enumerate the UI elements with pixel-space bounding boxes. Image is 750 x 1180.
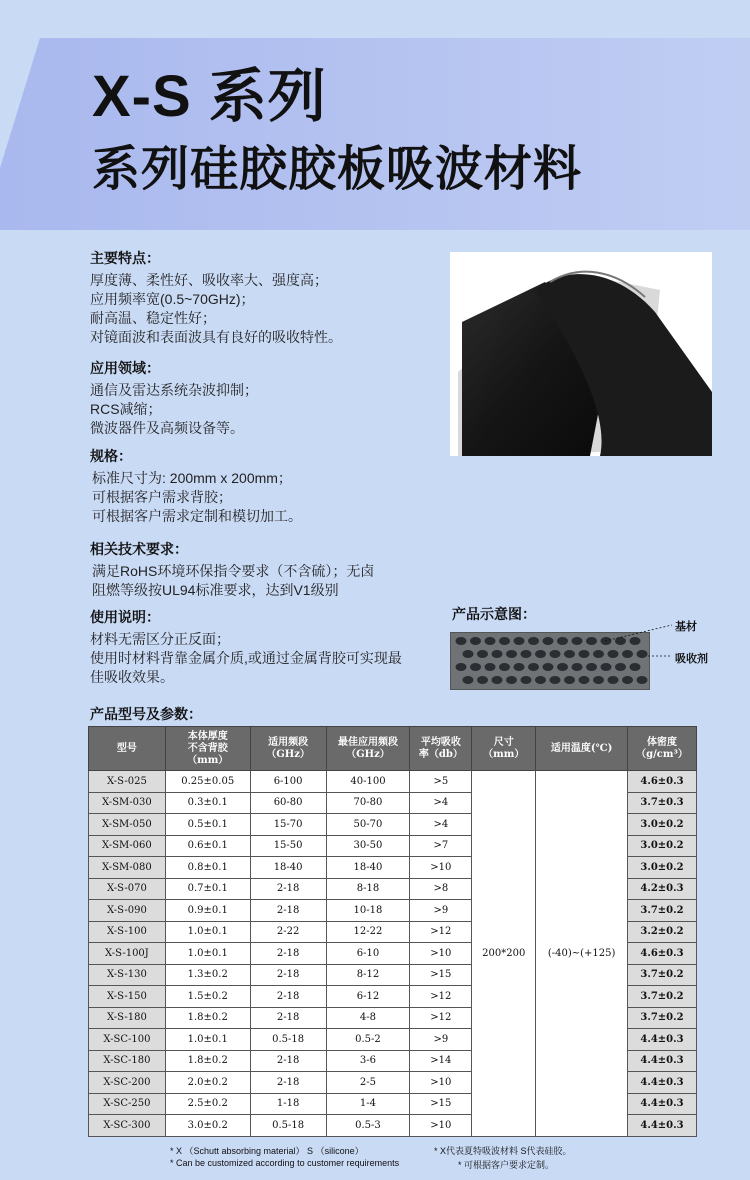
- table-row: [89, 771, 697, 793]
- cell-model: X-SC-180: [89, 1050, 166, 1072]
- cell-thickness: 1.0±0.1: [165, 943, 250, 965]
- cell-best-band: 8-12: [326, 964, 410, 986]
- cell-best-band: 6-12: [326, 986, 410, 1008]
- absorber-particle: [521, 676, 532, 684]
- cell-thickness: 2.5±0.2: [165, 1093, 250, 1115]
- header-size: 尺寸 （mm）: [472, 727, 536, 771]
- features-line: 应用频率宽(0.5~70GHz)；: [90, 291, 255, 307]
- cell-model: X-SM-060: [89, 835, 166, 857]
- absorber-particle: [622, 676, 633, 684]
- absorber-particle: [535, 676, 546, 684]
- absorber-particle: [463, 676, 474, 684]
- absorber-particle: [550, 650, 561, 658]
- cell-thickness: 0.3±0.1: [165, 792, 250, 814]
- absorber-particle: [485, 663, 496, 671]
- cell-temperature: (-40)~(+125): [536, 771, 628, 1137]
- cell-band: 15-50: [250, 835, 326, 857]
- specs-line: 标准尺寸为: 200mm x 200mm；: [92, 470, 292, 486]
- cell-thickness: 0.9±0.1: [165, 900, 250, 922]
- cell-absorption: >10: [410, 1072, 472, 1094]
- usage-heading: 使用说明：: [90, 609, 160, 625]
- cell-band: 6-100: [250, 771, 326, 793]
- note-en-1: * X （Schutt absorbing material） S （silicone）: [170, 1146, 364, 1156]
- absorber-particle: [506, 650, 517, 658]
- features-heading: 主要特点：: [90, 250, 160, 266]
- cell-model: X-SC-300: [89, 1115, 166, 1137]
- cell-density: 3.7±0.3: [627, 792, 696, 814]
- features-line: 对镜面波和表面波具有良好的吸收特性。: [90, 329, 342, 345]
- absorber-particle: [535, 650, 546, 658]
- note-cn-1: * X代表夏特吸波材料 S代表硅胶。: [434, 1146, 572, 1156]
- product-photo: [450, 252, 712, 456]
- absorber-particle: [492, 676, 503, 684]
- cell-band: 0.5-18: [250, 1115, 326, 1137]
- cell-thickness: 1.5±0.2: [165, 986, 250, 1008]
- absorber-particle: [557, 637, 568, 645]
- cell-thickness: 0.7±0.1: [165, 878, 250, 900]
- cell-size: 200*200: [472, 771, 536, 1137]
- applications-line: RCS减缩；: [90, 401, 162, 417]
- applications-line: 通信及雷达系统杂波抑制；: [90, 382, 258, 398]
- cell-model: X-SC-100: [89, 1029, 166, 1051]
- diagram-leader-lines: [600, 622, 680, 668]
- cell-band: 1-18: [250, 1093, 326, 1115]
- absorber-particle: [514, 663, 525, 671]
- absorber-particle: [564, 650, 575, 658]
- cell-thickness: 0.25±0.05: [165, 771, 250, 793]
- usage-line: 使用时材料背靠金属介质,或通过金属背胶可实现最: [90, 650, 402, 666]
- absorber-particle: [521, 650, 532, 658]
- absorber-particle: [608, 676, 619, 684]
- cell-absorption: >7: [410, 835, 472, 857]
- cell-band: 0.5-18: [250, 1029, 326, 1051]
- cell-thickness: 1.0±0.1: [165, 1029, 250, 1051]
- cell-absorption: >10: [410, 1115, 472, 1137]
- cell-best-band: 40-100: [326, 771, 410, 793]
- cell-best-band: 1-4: [326, 1093, 410, 1115]
- cell-thickness: 3.0±0.2: [165, 1115, 250, 1137]
- cell-density: 4.6±0.3: [627, 943, 696, 965]
- cell-best-band: 4-8: [326, 1007, 410, 1029]
- cell-absorption: >9: [410, 1029, 472, 1051]
- header-thickness: 本体厚度 不含背胶 （mm）: [165, 727, 250, 771]
- absorber-particle: [586, 663, 597, 671]
- cell-density: 3.7±0.2: [627, 986, 696, 1008]
- cell-best-band: 2-5: [326, 1072, 410, 1094]
- cell-absorption: >5: [410, 771, 472, 793]
- absorber-particle: [572, 663, 583, 671]
- cell-thickness: 0.8±0.1: [165, 857, 250, 879]
- cell-density: 3.0±0.2: [627, 814, 696, 836]
- cell-thickness: 2.0±0.2: [165, 1072, 250, 1094]
- cell-best-band: 3-6: [326, 1050, 410, 1072]
- cell-model: X-SM-050: [89, 814, 166, 836]
- cell-model: X-SM-030: [89, 792, 166, 814]
- cell-model: X-S-090: [89, 900, 166, 922]
- cell-absorption: >14: [410, 1050, 472, 1072]
- note-cn-2: * 可根据客户要求定制。: [458, 1160, 555, 1170]
- cell-model: X-SC-200: [89, 1072, 166, 1094]
- usage-line: 材料无需区分正反面；: [90, 631, 230, 647]
- cell-best-band: 0.5-2: [326, 1029, 410, 1051]
- cell-model: X-S-025: [89, 771, 166, 793]
- cell-band: 2-18: [250, 1072, 326, 1094]
- absorber-particle: [543, 637, 554, 645]
- cell-model: X-S-130: [89, 964, 166, 986]
- cell-density: 3.7±0.2: [627, 1007, 696, 1029]
- diagram-label-absorber: 吸收剂: [675, 653, 708, 665]
- header-best-band: 最佳应用频段 （GHz）: [326, 727, 410, 771]
- absorber-particle: [528, 637, 539, 645]
- cell-density: 3.0±0.2: [627, 835, 696, 857]
- absorber-particle: [506, 676, 517, 684]
- title-line-2: 系列硅胶胶板吸波材料: [92, 143, 583, 196]
- absorber-particle: [470, 637, 481, 645]
- cell-best-band: 50-70: [326, 814, 410, 836]
- absorber-particle: [514, 637, 525, 645]
- absorber-particle: [456, 637, 467, 645]
- cell-band: 18-40: [250, 857, 326, 879]
- cell-absorption: >10: [410, 857, 472, 879]
- cell-model: X-S-070: [89, 878, 166, 900]
- cell-best-band: 8-18: [326, 878, 410, 900]
- cell-thickness: 1.3±0.2: [165, 964, 250, 986]
- absorber-particle: [637, 676, 648, 684]
- absorber-particle: [485, 637, 496, 645]
- cell-model: X-S-100: [89, 921, 166, 943]
- diagram-label-base: 基材: [675, 621, 697, 633]
- cell-density: 4.4±0.3: [627, 1093, 696, 1115]
- cell-band: 60-80: [250, 792, 326, 814]
- applications-line: 微波器件及高频设备等。: [90, 420, 244, 436]
- cell-best-band: 0.5-3: [326, 1115, 410, 1137]
- requirements-section: [90, 539, 440, 600]
- applications-heading: 应用领域：: [90, 360, 160, 376]
- features-line: 厚度薄、柔性好、吸收率大、强度高；: [90, 272, 328, 288]
- cell-absorption: >12: [410, 986, 472, 1008]
- title-line-1: X-S 系列: [92, 64, 327, 129]
- cell-band: 2-18: [250, 1007, 326, 1029]
- cell-density: 3.0±0.2: [627, 857, 696, 879]
- cell-model: X-S-100J: [89, 943, 166, 965]
- specs-section: [90, 446, 440, 526]
- requirements-line: 满足RoHS环境环保指令要求（不含硫）；无卤: [92, 563, 375, 579]
- absorber-particle: [579, 676, 590, 684]
- absorber-particle: [543, 663, 554, 671]
- absorber-particle: [499, 637, 510, 645]
- cell-model: X-S-150: [89, 986, 166, 1008]
- header-temperature: 适用温度(℃): [536, 727, 628, 771]
- specs-heading: 规格：: [90, 448, 132, 464]
- cell-density: 3.7±0.2: [627, 900, 696, 922]
- cell-absorption: >12: [410, 1007, 472, 1029]
- absorber-particle: [477, 676, 488, 684]
- absorber-particle: [492, 650, 503, 658]
- applications-section: [90, 358, 440, 438]
- absorber-particle: [463, 650, 474, 658]
- table-title: 产品型号及参数：: [90, 706, 202, 722]
- cell-density: 4.4±0.3: [627, 1115, 696, 1137]
- absorber-particle: [470, 663, 481, 671]
- absorber-particle: [572, 637, 583, 645]
- header-model: 型号: [89, 727, 166, 771]
- table-header-row: [89, 727, 697, 771]
- cell-thickness: 1.8±0.2: [165, 1050, 250, 1072]
- requirements-heading: 相关技术要求：: [90, 541, 188, 557]
- diagram-title: 产品示意图：: [452, 606, 536, 622]
- cell-absorption: >4: [410, 792, 472, 814]
- cell-absorption: >8: [410, 878, 472, 900]
- cell-density: 4.6±0.3: [627, 771, 696, 793]
- absorber-particle: [579, 650, 590, 658]
- cell-absorption: >4: [410, 814, 472, 836]
- absorber-particle: [557, 663, 568, 671]
- cell-band: 2-18: [250, 1050, 326, 1072]
- features-line: 耐高温、稳定性好；: [90, 310, 216, 326]
- cell-density: 4.4±0.3: [627, 1050, 696, 1072]
- usage-section: [90, 607, 440, 687]
- note-en-2: * Can be customized according to customer requirements: [170, 1158, 400, 1168]
- specs-line: 可根据客户需求定制和模切加工。: [92, 508, 302, 524]
- cell-density: 4.4±0.3: [627, 1072, 696, 1094]
- cell-absorption: >12: [410, 921, 472, 943]
- cell-model: X-S-180: [89, 1007, 166, 1029]
- header-band: 适用频段 （GHz）: [250, 727, 326, 771]
- cell-best-band: 10-18: [326, 900, 410, 922]
- cell-band: 2-22: [250, 921, 326, 943]
- cell-thickness: 0.5±0.1: [165, 814, 250, 836]
- absorber-particle: [550, 676, 561, 684]
- absorber-particle: [593, 676, 604, 684]
- absorber-particle: [456, 663, 467, 671]
- absorber-particle: [499, 663, 510, 671]
- cell-thickness: 1.0±0.1: [165, 921, 250, 943]
- cell-best-band: 12-22: [326, 921, 410, 943]
- cell-best-band: 30-50: [326, 835, 410, 857]
- requirements-line: 阻燃等级按UL94标准要求，达到V1级别: [92, 582, 339, 598]
- cell-band: 2-18: [250, 986, 326, 1008]
- absorber-particle: [564, 676, 575, 684]
- cell-thickness: 0.6±0.1: [165, 835, 250, 857]
- cell-model: X-SC-250: [89, 1093, 166, 1115]
- header-density: 体密度 （g/cm³）: [627, 727, 696, 771]
- cell-absorption: >10: [410, 943, 472, 965]
- cell-model: X-SM-080: [89, 857, 166, 879]
- spec-table: [88, 726, 697, 1137]
- cell-thickness: 1.8±0.2: [165, 1007, 250, 1029]
- specs-line: 可根据客户需求背胶；: [92, 489, 232, 505]
- cell-band: 2-18: [250, 878, 326, 900]
- absorber-particle: [477, 650, 488, 658]
- cell-density: 3.7±0.2: [627, 964, 696, 986]
- absorber-particle: [586, 637, 597, 645]
- usage-line: 佳吸收效果。: [90, 669, 174, 685]
- cell-density: 4.4±0.3: [627, 1029, 696, 1051]
- cell-band: 15-70: [250, 814, 326, 836]
- cell-best-band: 18-40: [326, 857, 410, 879]
- cell-band: 2-18: [250, 900, 326, 922]
- cell-density: 4.2±0.3: [627, 878, 696, 900]
- cell-density: 3.2±0.2: [627, 921, 696, 943]
- cell-best-band: 6-10: [326, 943, 410, 965]
- cell-absorption: >15: [410, 964, 472, 986]
- cell-band: 2-18: [250, 943, 326, 965]
- cell-band: 2-18: [250, 964, 326, 986]
- absorber-particle: [528, 663, 539, 671]
- cell-absorption: >9: [410, 900, 472, 922]
- header-absorption: 平均吸收 率（db）: [410, 727, 472, 771]
- features-section: [90, 248, 440, 347]
- cell-best-band: 70-80: [326, 792, 410, 814]
- cell-absorption: >15: [410, 1093, 472, 1115]
